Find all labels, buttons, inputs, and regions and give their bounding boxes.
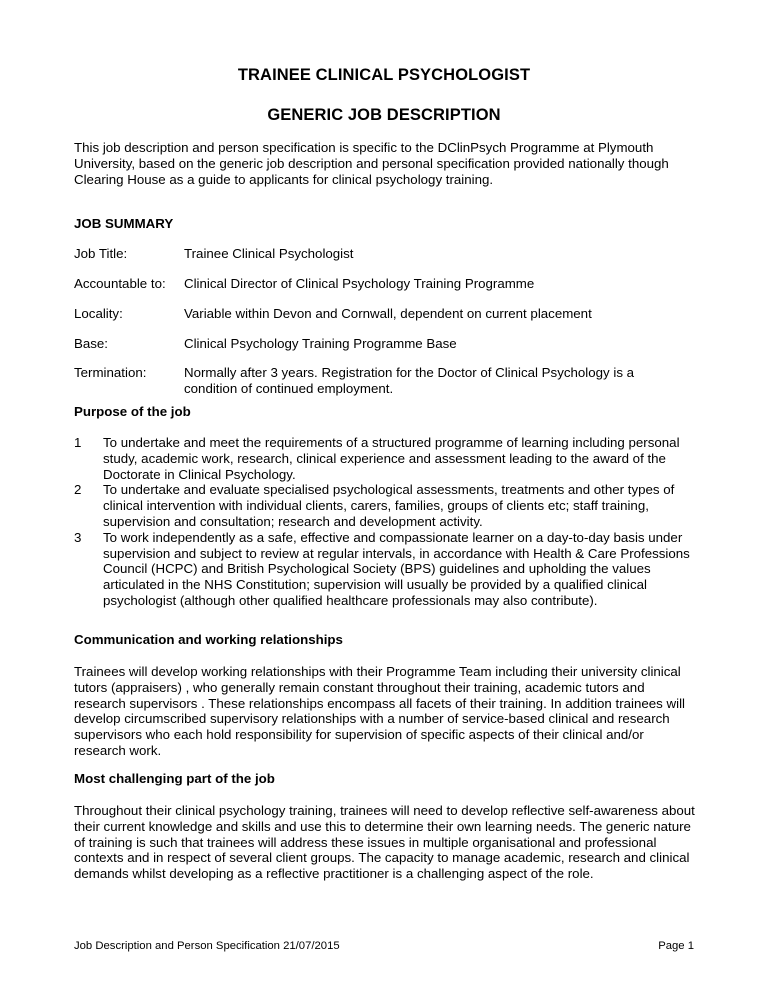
footer-document-info: Job Description and Person Specification 21/07/2015 bbox=[74, 940, 340, 952]
list-item bbox=[74, 482, 699, 529]
communication-heading: Communication and working relationships bbox=[74, 632, 343, 647]
purpose-heading: Purpose of the job bbox=[74, 404, 191, 419]
list-number: 2 bbox=[74, 482, 82, 498]
footer-page-number: Page 1 bbox=[658, 940, 694, 952]
purpose-list bbox=[74, 435, 699, 609]
summary-label: Accountable to: bbox=[74, 276, 166, 291]
challenging-paragraph: Throughout their clinical psychology training, trainees will need to develop reflective self-awareness about their current knowledge and skills and use this to determine their own learning needs. The generic nature of training is such that trainees will address these issues in multiple organisational and professional contexts and in respect of several client groups. The capacity to manage academic, research and clinical demands whilst developing as a reflective practitioner is a challenging aspect of the role. bbox=[74, 803, 695, 882]
communication-paragraph: Trainees will develop working relationships with their Programme Team including their university clinical tutors (appraisers) , who generally remain constant throughout their training, academic tutors and research supervisors . These relationships encompass all facets of their training. In addition trainees will develop circumscribed supervisory relationships with a number of service-based clinical and research supervisors who each hold responsibility for supervision of specific aspects of their clinical and/or research work. bbox=[74, 664, 685, 758]
list-item-text: To undertake and meet the requirements of a structured programme of learning including personal study, academic work, research, clinical experience and assessment leading to the award of the Doctorate in Clinical Psychology. bbox=[103, 435, 680, 482]
summary-value: Variable within Devon and Cornwall, dependent on current placement bbox=[184, 306, 592, 321]
list-item-text: To undertake and evaluate specialised psychological assessments, treatments and other types of clinical intervention with individual clients, carers, families, groups of clients etc; staff training, supervision and consultation; research and development activity. bbox=[103, 482, 675, 529]
summary-value: Trainee Clinical Psychologist bbox=[184, 246, 354, 261]
summary-label: Job Title: bbox=[74, 246, 128, 261]
summary-label: Termination: bbox=[74, 365, 147, 380]
list-number: 3 bbox=[74, 529, 82, 545]
document-subtitle: GENERIC JOB DESCRIPTION bbox=[267, 106, 501, 124]
list-item bbox=[74, 435, 699, 482]
list-item bbox=[74, 530, 699, 609]
summary-value: Clinical Director of Clinical Psychology Training Programme bbox=[184, 276, 535, 291]
summary-label: Locality: bbox=[74, 306, 123, 321]
document-title: TRAINEE CLINICAL PSYCHOLOGIST bbox=[237, 66, 531, 84]
summary-value: Normally after 3 years. Registration for the Doctor of Clinical Psychology is a condition of continued employment. bbox=[184, 365, 635, 396]
summary-label: Base: bbox=[74, 336, 109, 351]
job-summary-heading: JOB SUMMARY bbox=[74, 216, 174, 231]
summary-value: Clinical Psychology Training Programme Base bbox=[184, 336, 457, 351]
list-item-text: To work independently as a safe, effective and compassionate learner on a day-to-day basis under supervision and subject to review at regular intervals, in accordance with Health & Care Professions Council (HCPC) and British Psychological Society (BPS) guidelines and upholding the values articulated in the NHS Constitution; supervision will usually be provided by a qualified clinical psychologist (although other qualified healthcare professionals may also contribute). bbox=[103, 529, 690, 608]
list-number: 1 bbox=[74, 435, 82, 450]
intro-paragraph: This job description and person specification is specific to the DClinPsych Programme at Plymouth University, based on the generic job description and personal specification provided nationally though Clearing House as a guide to applicants for clinical psychology training. bbox=[74, 140, 669, 187]
challenging-heading: Most challenging part of the job bbox=[74, 771, 275, 786]
